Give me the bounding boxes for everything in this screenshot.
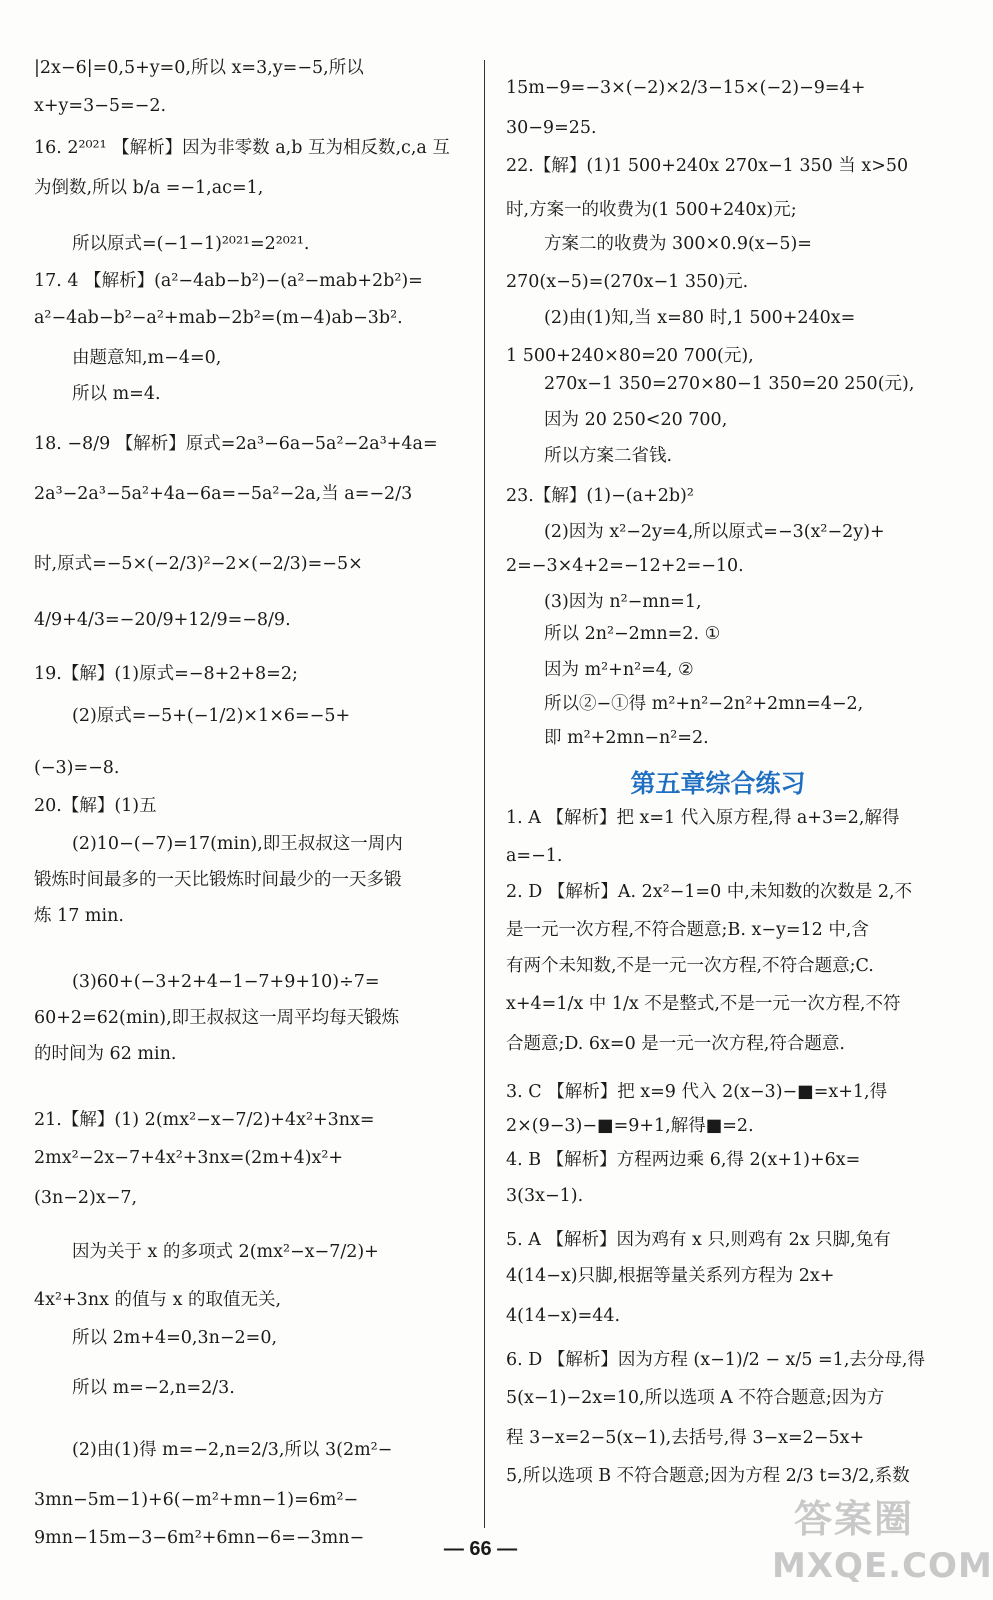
answer-line: 16. 2²⁰²¹ 【解析】因为非零数 a,b 互为相反数,c,a 互 bbox=[34, 138, 450, 158]
answer-line: 因为 20 250<20 700, bbox=[544, 410, 728, 430]
answer-line: 所以方案二省钱. bbox=[544, 446, 673, 466]
answer-line: 时,方案一的收费为(1 500+240x)元; bbox=[506, 200, 797, 220]
page-number: — 66 — bbox=[443, 1538, 518, 1560]
answer-line: 4/9+4/3=−20/9+12/9=−8/9. bbox=[34, 610, 291, 630]
answer-line: a²−4ab−b²−a²+mab−2b²=(m−4)ab−3b². bbox=[34, 308, 403, 328]
answer-line: 所以 m=4. bbox=[72, 384, 161, 404]
answer-line: |2x−6|=0,5+y=0,所以 x=3,y=−5,所以 bbox=[34, 58, 364, 78]
answer-line: 程 3−x=2−5(x−1),去括号,得 3−x=2−5x+ bbox=[506, 1428, 865, 1448]
answer-line: 20.【解】(1)五 bbox=[34, 796, 157, 816]
answer-line: 为倒数,所以 b/a =−1,ac=1, bbox=[34, 178, 264, 198]
answer-line: 所以 2n²−2mn=2. ① bbox=[544, 624, 721, 644]
answer-line: 4(14−x)=44. bbox=[506, 1306, 621, 1326]
answer-line: 2×(9−3)−■=9+1,解得■=2. bbox=[506, 1116, 754, 1136]
answer-line: 锻炼时间最多的一天比锻炼时间最少的一天多锻 bbox=[34, 870, 402, 890]
answer-line: x+y=3−5=−2. bbox=[34, 96, 167, 116]
answer-line: 合题意;D. 6x=0 是一元一次方程,符合题意. bbox=[506, 1034, 845, 1054]
answer-line: (2)原式=−5+(−1/2)×1×6=−5+ bbox=[72, 706, 351, 726]
answer-line: 3(3x−1). bbox=[506, 1186, 584, 1206]
answer-line: 即 m²+2mn−n²=2. bbox=[544, 728, 709, 748]
answer-line: 由题意知,m−4=0, bbox=[72, 348, 222, 368]
answer-line: (2)由(1)得 m=−2,n=2/3,所以 3(2m²− bbox=[72, 1440, 393, 1460]
answer-line: 2mx²−2x−7+4x²+3nx=(2m+4)x²+ bbox=[34, 1148, 344, 1168]
answer-line: 方案二的收费为 300×0.9(x−5)= bbox=[544, 234, 812, 254]
section-title: 第五章综合练习 bbox=[630, 769, 806, 798]
answer-line: (3)60+(−3+2+4−1−7+9+10)÷7= bbox=[72, 972, 380, 992]
answer-line: 270x−1 350=270×80−1 350=20 250(元), bbox=[544, 374, 915, 394]
answer-line: 270(x−5)=(270x−1 350)元. bbox=[506, 272, 749, 292]
answer-line: (−3)=−8. bbox=[34, 758, 120, 778]
answer-line: 是一元一次方程,不符合题意;B. x−y=12 中,含 bbox=[506, 920, 869, 940]
answer-line: 60+2=62(min),即王叔叔这一周平均每天锻炼 bbox=[34, 1008, 400, 1028]
answer-line: 22.【解】(1)1 500+240x 270x−1 350 当 x>50 bbox=[506, 156, 909, 176]
answer-line: 有两个未知数,不是一元一次方程,不符合题意;C. bbox=[506, 956, 874, 976]
answer-line: 5,所以选项 B 不符合题意;因为方程 2/3 t=3/2,系数 bbox=[506, 1466, 910, 1486]
answer-line: 所以 2m+4=0,3n−2=0, bbox=[72, 1328, 278, 1348]
answer-line: 3mn−5m−1)+6(−m²+mn−1)=6m²− bbox=[34, 1490, 359, 1510]
answer-line: (3)因为 n²−mn=1, bbox=[544, 592, 702, 612]
answer-line: (2)因为 x²−2y=4,所以原式=−3(x²−2y)+ bbox=[544, 522, 885, 542]
watermark-top-text: 答案圈 bbox=[794, 1497, 915, 1541]
answer-line: 1. A 【解析】把 x=1 代入原方程,得 a+3=2,解得 bbox=[506, 808, 900, 828]
answer-line: 18. −8/9 【解析】原式=2a³−6a−5a²−2a³+4a= bbox=[34, 434, 438, 454]
answer-line: 5. A 【解析】因为鸡有 x 只,则鸡有 2x 只脚,兔有 bbox=[506, 1230, 891, 1250]
answer-line: 15m−9=−3×(−2)×2/3−15×(−2)−9=4+ bbox=[506, 78, 866, 98]
answer-line: a=−1. bbox=[506, 846, 563, 866]
answer-line: 所以②−①得 m²+n²−2n²+2mn=4−2, bbox=[544, 694, 864, 714]
answer-line: 5(x−1)−2x=10,所以选项 A 不符合题意;因为方 bbox=[506, 1388, 885, 1408]
answer-line: 2=−3×4+2=−12+2=−10. bbox=[506, 556, 744, 576]
watermark-logo bbox=[764, 1488, 993, 1598]
answer-line: 9mn−15m−3−6m²+6mn−6=−3mn− bbox=[34, 1528, 365, 1548]
answer-line: 19.【解】(1)原式=−8+2+8=2; bbox=[34, 664, 298, 684]
answer-line: 2a³−2a³−5a²+4a−6a=−5a²−2a,当 a=−2/3 bbox=[34, 484, 413, 504]
answer-line: 1 500+240×80=20 700(元), bbox=[506, 346, 754, 366]
answer-line: 4. B 【解析】方程两边乘 6,得 2(x+1)+6x= bbox=[506, 1150, 861, 1170]
answer-line: 21.【解】(1) 2(mx²−x−7/2)+4x²+3nx= bbox=[34, 1110, 375, 1130]
answer-line: 3. C 【解析】把 x=9 代入 2(x−3)−■=x+1,得 bbox=[506, 1082, 888, 1102]
answer-line: x+4=1/x 中 1/x 不是整式,不是一元一次方程,不符 bbox=[506, 994, 901, 1014]
answer-line: 时,原式=−5×(−2/3)²−2×(−2/3)=−5× bbox=[34, 554, 363, 574]
answer-line: 4x²+3nx 的值与 x 的取值无关, bbox=[34, 1290, 282, 1310]
answer-line: 所以 m=−2,n=2/3. bbox=[72, 1378, 235, 1398]
answer-line: 的时间为 62 min. bbox=[34, 1044, 177, 1064]
answer-line: 17. 4 【解析】(a²−4ab−b²)−(a²−mab+2b²)= bbox=[34, 271, 423, 291]
answer-line: 6. D 【解析】因为方程 (x−1)/2 − x/5 =1,去分母,得 bbox=[506, 1350, 925, 1370]
answer-line: 炼 17 min. bbox=[34, 906, 124, 926]
answer-line: (2)由(1)知,当 x=80 时,1 500+240x= bbox=[544, 308, 856, 328]
answer-line: (2)10−(−7)=17(min),即王叔叔这一周内 bbox=[72, 834, 403, 854]
answer-line: 2. D 【解析】A. 2x²−1=0 中,未知数的次数是 2,不 bbox=[506, 882, 913, 902]
watermark-bottom-text: MXQE.COM bbox=[772, 1546, 993, 1586]
answer-line: 30−9=25. bbox=[506, 118, 597, 138]
answer-line: 所以原式=(−1−1)²⁰²¹=2²⁰²¹. bbox=[72, 234, 310, 254]
answer-line: 4(14−x)只脚,根据等量关系列方程为 2x+ bbox=[506, 1266, 835, 1286]
answer-line: 因为 m²+n²=4, ② bbox=[544, 660, 694, 680]
answer-line: 因为关于 x 的多项式 2(mx²−x−7/2)+ bbox=[72, 1242, 379, 1262]
column-divider bbox=[484, 60, 485, 1528]
answer-line: 23.【解】(1)−(a+2b)² bbox=[506, 486, 694, 506]
answer-line: (3n−2)x−7, bbox=[34, 1188, 138, 1208]
